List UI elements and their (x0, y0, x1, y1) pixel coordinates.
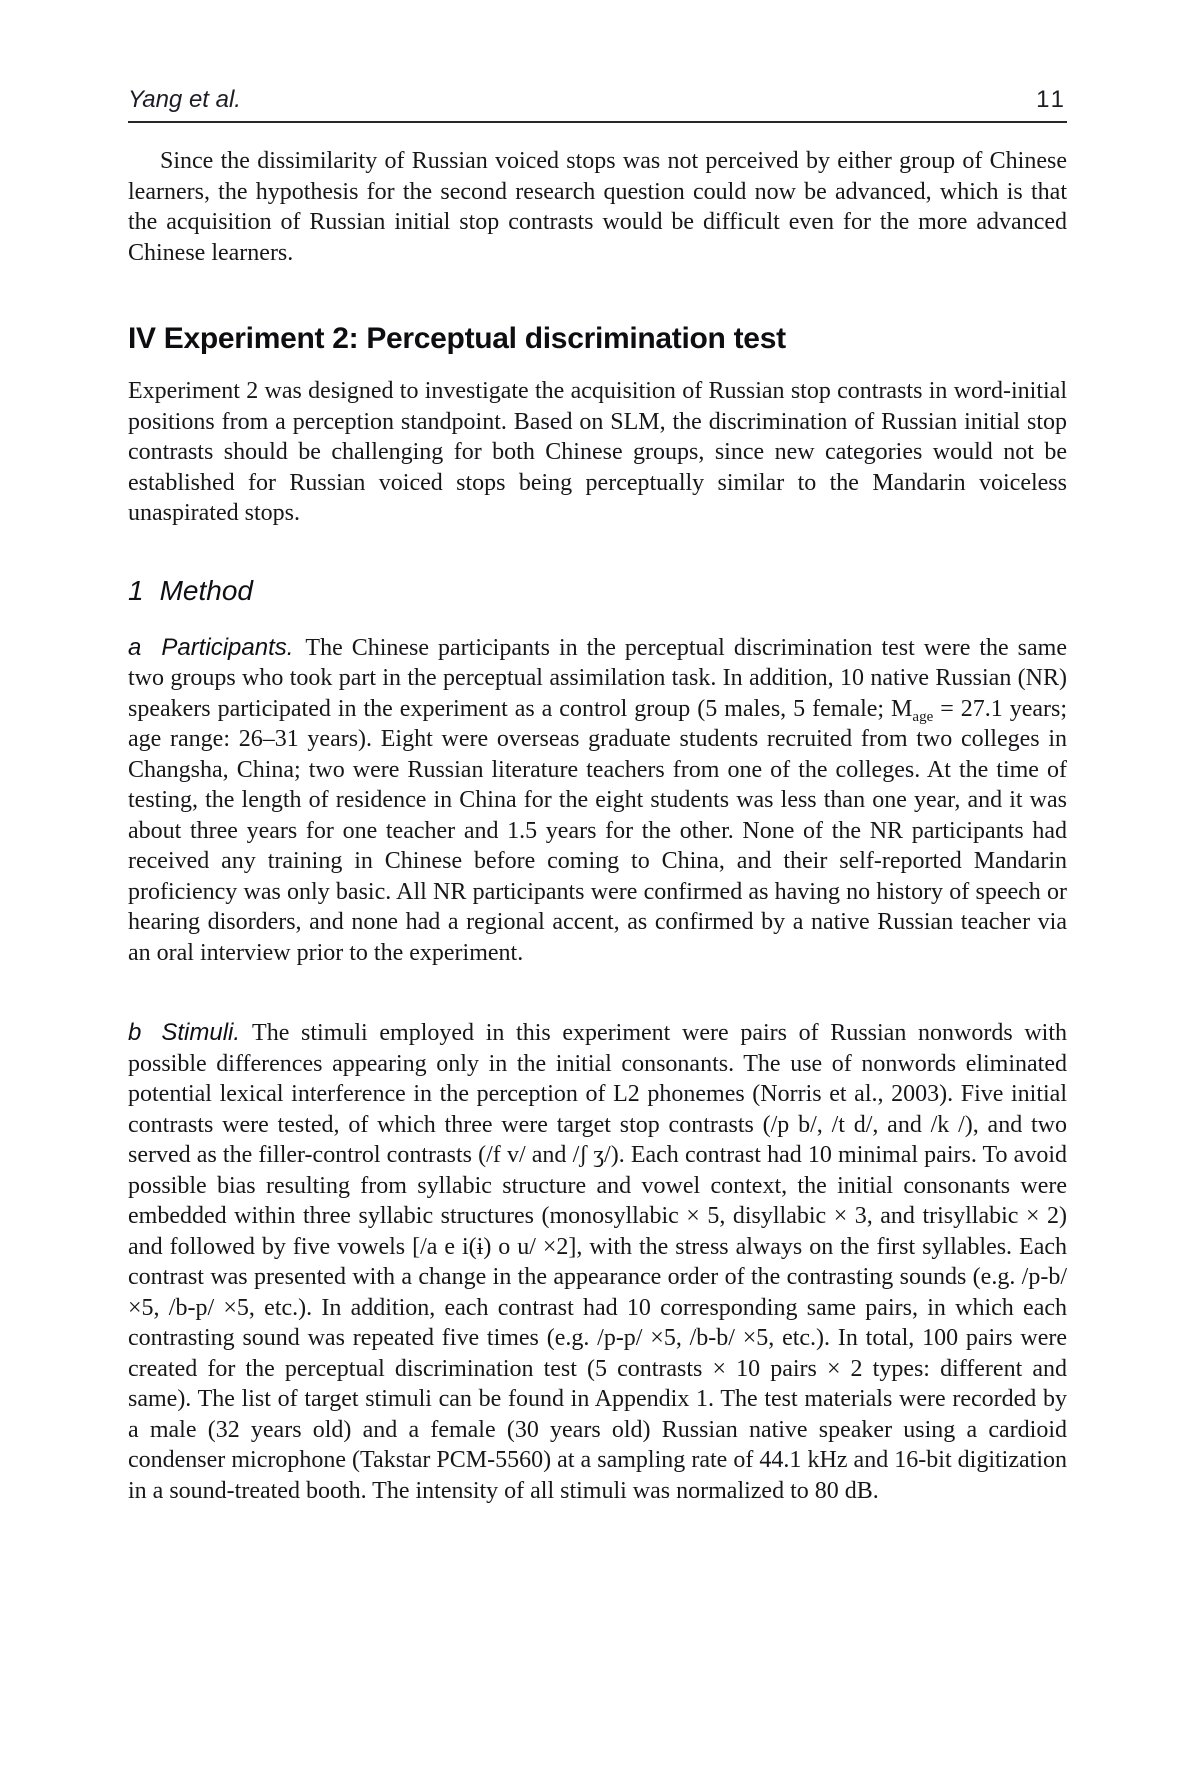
method-subsection-heading (128, 575, 1067, 607)
participants-heading-letter: a (128, 633, 142, 661)
method-heading-label: Method (159, 574, 253, 606)
participants-text-before-subscript: The Chinese participants in the perceptual discrimination test were the same two groups who took part in the perceptual assimilation task. In addition, 10 native Russian (NR) speakers participated in the experiment as a control group (5 males, 5 female; M (128, 634, 1067, 722)
stimuli-text: The stimuli employed in this experiment were pairs of Russian nonwords with possible differences appearing only in the initial consonants. The use of nonwords eliminated potential lexical interference in the perception of L2 phonemes (Norris et al., 2003). Five initial contrasts were tested, of which three were target stop contrasts (/p b/, /t d/, and /k /), and two served as the filler-control contrasts (/f v/ and /ʃ ʒ/). Each contrast had 10 minimal pairs. To avoid possible bias resulting from syllabic structure and vowel context, the initial consonants were embedded within three syllabic structures (monosyllabic × 5, disyllabic × 3, and trisyllabic × 2) and followed by five vowels [/a e i(ɨ) o u/ ×2], with the stress always on the first syllables. Each contrast was presented with a change in the appearance order of the contrasting sounds (e.g. /p-b/ ×5, /b-p/ ×5, etc.). In addition, each contrast had 10 corresponding same pairs, in which each contrasting sound was repeated five times (e.g. /p-p/ ×5, /b-b/ ×5, etc.). In total, 100 pairs were created for the perceptual discrimination test (5 contrasts × 10 pairs × 2 types: different and same). The list of target stimuli can be found in Appendix 1. The test materials were recorded by a male (32 years old) and a female (30 years old) Russian native speaker using a cardioid condenser microphone (Takstar PCM-5560) at a sampling rate of 44.1 kHz and 16-bit digitization in a sound-treated booth. The intensity of all stimuli was normalized to 80 dB. (128, 1020, 1067, 1504)
stimuli-heading-letter: b (128, 1019, 142, 1046)
running-head-author: Yang et al. (128, 86, 241, 113)
header-rule (128, 121, 1067, 123)
section-lead-paragraph: Experiment 2 was designed to investigate the acquisition of Russian stop contrasts in word-initial positions from a perception standpoint. Based on SLM, the discrimination of Russian initial stop contrasts should be challenging for both Chinese groups, since new categories would not be established for Russian voiced stops being perceptually similar to the Mandarin voiceless unaspirated stops. (128, 378, 1067, 526)
participants-text-after-subscript: = 27.1 years; age range: 26–31 years). Eight were overseas graduate students recruited from two colleges in Changsha, China; two were Russian literature teachers from one of the colleges. At the time of testing, the length of residence in China for the eight students was less than one year, and it was about three years for one teacher and 1.5 years for the other. None of the NR participants had received any training in Chinese before coming to China, and their self-reported Mandarin proficiency was only basic. All NR participants were confirmed as having no history of speech or hearing disorders, and none had a regional accent, as confirmed by a native Russian teacher via an oral interview prior to the experiment. (128, 695, 1067, 966)
page-number: 11 (1036, 86, 1067, 113)
running-header (128, 86, 1067, 114)
method-heading-number: 1 (128, 574, 144, 606)
mean-age-subscript: age (912, 708, 934, 725)
participants-heading-label: Participants. (161, 633, 294, 661)
participants-paragraph (128, 633, 1067, 969)
stimuli-heading-label: Stimuli. (161, 1019, 241, 1046)
section-heading: IV Experiment 2: Perceptual discrimination test (128, 322, 786, 355)
stimuli-paragraph (128, 1018, 1067, 1506)
intro-paragraph: Since the dissimilarity of Russian voiced stops was not perceived by either group of Chinese learners, the hypothesis for the second research question could now be advanced, which is that the acquisition of Russian initial stop contrasts would be difficult even for the more advanced Chinese learners. (128, 148, 1067, 266)
